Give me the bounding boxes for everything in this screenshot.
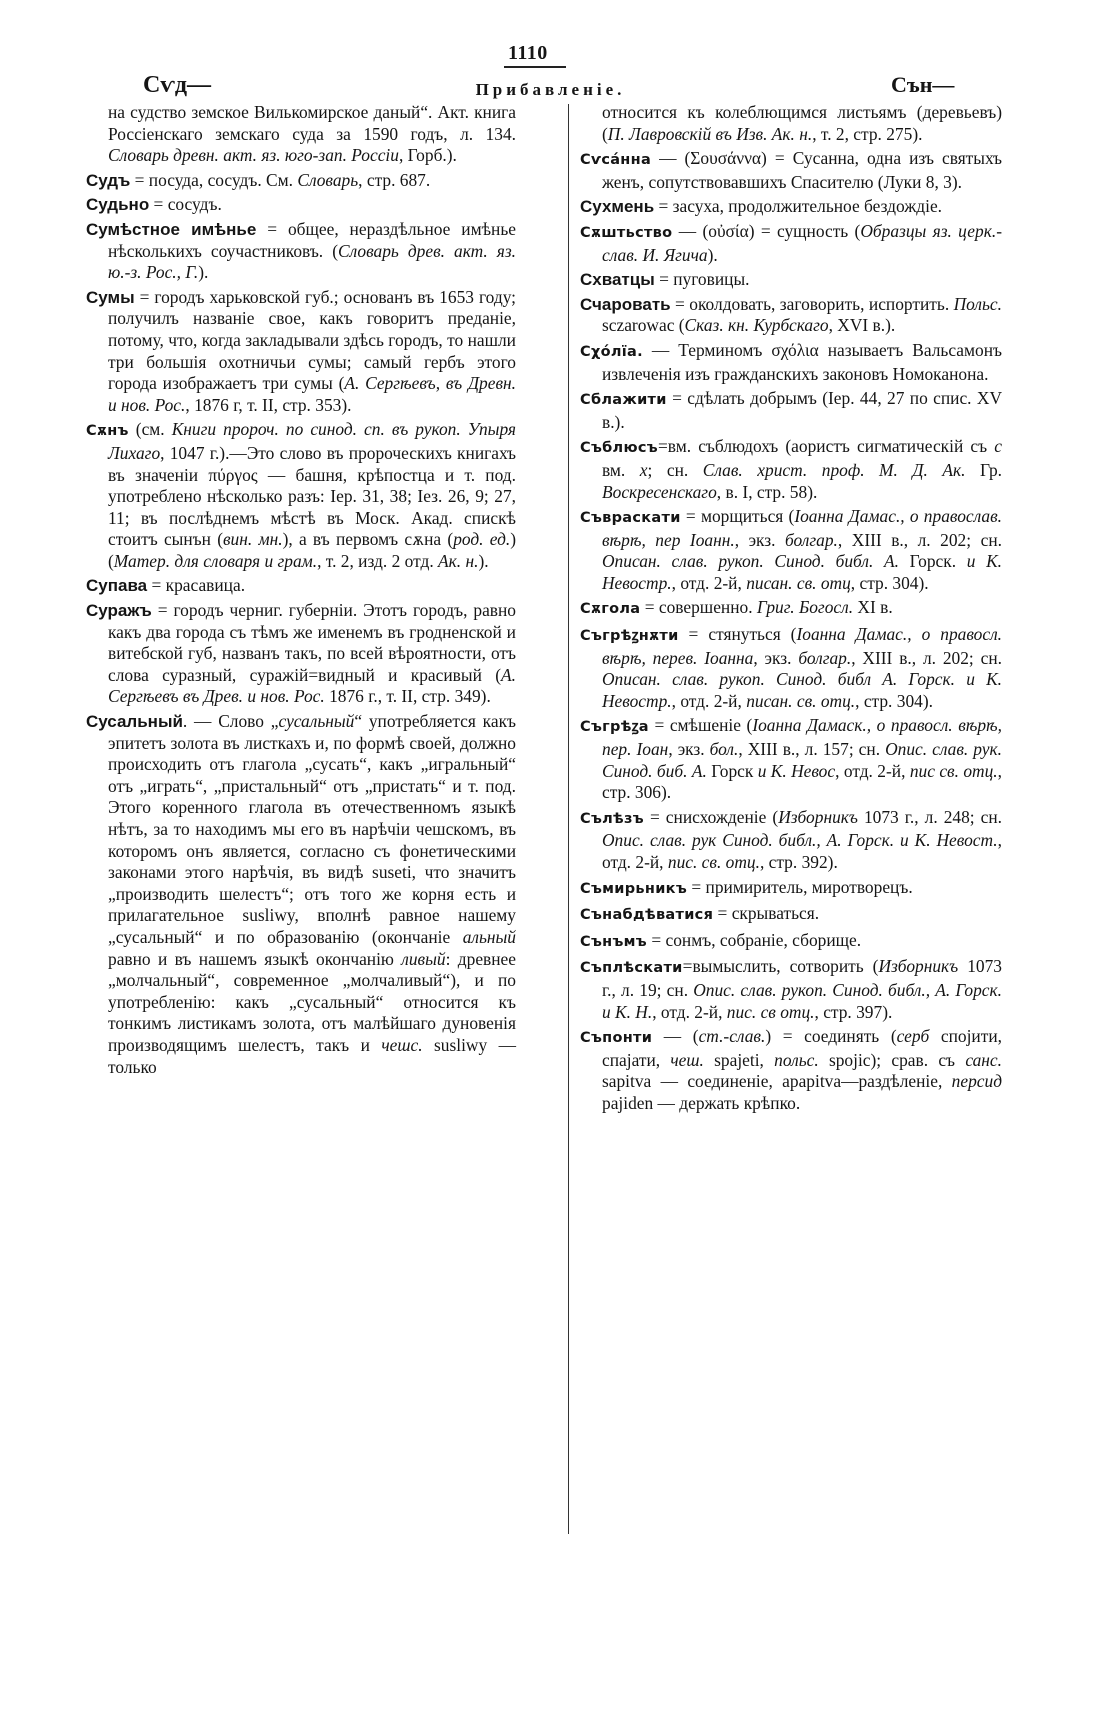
citation-text: П. Лавровскій въ Изв. Ак. н. (607, 123, 813, 144)
definition-text: = стянуться ( (678, 624, 797, 645)
citation-text: Словарь древн. акт. яз. юго-зап. Россіи (108, 145, 399, 166)
column-divider (568, 104, 573, 1534)
dictionary-entry (580, 807, 1002, 874)
dictionary-entry (86, 287, 516, 417)
definition-text: , стр. 397). (814, 1001, 893, 1022)
definition-text: ; сн. (647, 459, 703, 480)
citation-text: Описан. слав. рукоп. Синод. библ А. Горск. и К. Невостр. (602, 669, 1002, 711)
citation-text: писан. св. отц (746, 572, 851, 593)
definition-text: , экз. (668, 739, 710, 760)
dictionary-entry (580, 221, 1002, 266)
citation-text: Польс. (953, 293, 1002, 314)
citation-text: сусальный (278, 711, 355, 732)
citation-text: пис св. отц. (909, 760, 998, 781)
citation-text: персид (951, 1071, 1002, 1092)
citation-text: Опис. слав. рук Синод. библ., А. Горск. и К. Невост. (602, 830, 998, 851)
definition-text: = примиритель, миротворецъ. (687, 876, 913, 897)
definition-text: = пуговицы. (654, 269, 750, 290)
definition-text: 1073 г., л. 19; сн. (602, 956, 1002, 1000)
left-column (86, 102, 516, 1081)
entry-headword: Сълѣзъ (580, 810, 644, 827)
dictionary-entry (580, 148, 1002, 193)
definition-text: = красавица. (147, 575, 246, 596)
definition-text: спојити, спајати, (602, 1026, 1002, 1070)
dictionary-entry (580, 1026, 1002, 1114)
definition-text: Гр. (965, 459, 1002, 480)
citation-text: Изборникъ (878, 956, 959, 977)
definition-text: = сонмъ, собраніе, сборище. (647, 929, 862, 950)
definition-text: , стр. 306). (602, 760, 1002, 803)
entry-headword: Сѵса́нна (580, 152, 652, 169)
dictionary-entry (86, 711, 516, 1078)
definition-text: Горск. (898, 551, 967, 572)
dictionary-entry (580, 506, 1002, 594)
citation-text: пис. св отц. (726, 1001, 815, 1022)
definition-text: : древнее „молчальный“, современное „молчаливый“), и по употребленію: какъ „сусальный“ относится къ тонкимъ листикамъ золота, отъ малѣйшаго дуновенія производящимъ шелестъ, такъ и (108, 948, 516, 1055)
dictionary-entry (86, 219, 516, 284)
definition-text: , отд. 2-й, (835, 760, 910, 781)
citation-text: ст.-слав. (698, 1026, 766, 1047)
definition-text: , XIII в., л. 202; сн. (837, 529, 1002, 550)
definition-text: = околдовать, заговорить, испортить. (670, 293, 954, 314)
definition-text: , отд. 2-й, (652, 1001, 727, 1022)
dictionary-entry (580, 436, 1002, 503)
citation-text: польс. (774, 1049, 819, 1070)
entry-headword: Сχо́лїа. (580, 343, 643, 360)
dictionary-entry (580, 340, 1002, 385)
citation-text: и К. Невос (757, 760, 836, 781)
definition-text: =вымыслить, сотворить ( (682, 956, 879, 977)
definition-text: , стр. 304). (850, 572, 929, 593)
definition-text: , т. 2, стр. 275). (812, 123, 923, 144)
page-number: 1110 (508, 42, 548, 64)
entry-headword: Съгрѣꙁнѫти (580, 628, 679, 645)
entry-headword: Схватцы (580, 270, 655, 290)
definition-text: , отд. 2-й, (671, 690, 747, 711)
citation-text: Іоанна Дамас., о правосл. вѣрѣ, перев. Іоанна (602, 624, 1003, 668)
definition-text: , стр. 392). (759, 852, 838, 872)
definition-text: — Терминомъ σχόλια называетъ Вальсамонъ извлеченія изъ гражданскихъ законовъ Номоканона. (602, 339, 1002, 384)
definition-text: равно и въ нашемъ языкѣ окончанію (108, 948, 402, 969)
citation-text: Образцы яз. церк.-слав. И. Ягича (602, 220, 1002, 265)
definition-text: — (Σουσάννα) = Сусанна, одна изъ святыхъ женъ, сопутствовавшихъ Спасителю (Луки 8, 3). (602, 148, 1002, 192)
definition-text: , в. I, стр. 58). (716, 481, 818, 502)
citation-text: Изборникъ (778, 806, 858, 827)
entry-headword: Сѫштьство (580, 224, 673, 241)
definition-text: ), а въ первомъ сѫна ( (282, 529, 454, 550)
dictionary-entry (580, 903, 1002, 927)
definition-text: 1073 г., л. 248; сн. (857, 806, 1003, 827)
entry-headword: Суражъ (86, 601, 152, 621)
entry-headword: Сблажити (580, 392, 667, 409)
citation-text: болгар. (798, 647, 852, 668)
page-number-rule (504, 66, 566, 68)
citation-text: бол. (709, 739, 739, 760)
definition-text: , т. 2, изд. 2 отд. (317, 550, 439, 571)
definition-text: = совершенно. (640, 597, 757, 618)
citation-text: болгар. (785, 529, 838, 550)
citation-text: Воскресенскаго (602, 481, 717, 502)
citation-text: род. ед. (453, 529, 511, 550)
dictionary-entry (580, 597, 1002, 621)
citation-text: А. Сергѣевъ въ Древ. и нов. Рос. (108, 664, 516, 707)
definition-text: spojic); срав. съ (818, 1049, 966, 1070)
definition-text: = смѣшеніе ( (648, 715, 753, 736)
entry-headword: Сухмень (580, 197, 655, 217)
definition-text: XI в. (853, 597, 893, 618)
citation-text: ливый (401, 948, 446, 969)
definition-text: =вм. съблюдохъ (аористъ сигматическій съ (657, 436, 995, 457)
running-head-left: Сѵд— (143, 72, 211, 98)
definition-text: = засуха, продолжительное бездождіе. (654, 196, 943, 217)
definition-text: = посуда, сосудъ. См. (130, 169, 298, 190)
entry-headword: Судъ (86, 170, 131, 190)
definition-text: = сосудъ. (149, 194, 222, 215)
entry-headword: Съплѣскати (580, 960, 683, 977)
entry-headword: Сънъмъ (580, 933, 648, 950)
definition-text: = сдѣлать добрымъ (Іер. 44, 27 по спис. XV в.). (602, 388, 1002, 432)
dictionary-entry (580, 930, 1002, 954)
definition-text: ) ( (108, 529, 517, 571)
dictionary-entry (580, 624, 1002, 712)
citation-text: вин. мн. (223, 529, 283, 550)
citation-text: Книги пророч. по синод. сп. въ рукоп. Упыря Лихаго (108, 419, 516, 463)
entry-headword: Съблюсъ (580, 440, 658, 457)
definition-text: на судство земское Вилькомирское даный“. Акт. книга Россіенскаго земскаго суда за 1590 годъ, л. 134. (108, 102, 516, 144)
citation-text: чеш. (670, 1049, 704, 1070)
entry-headword: Сънабдѣватися (580, 907, 714, 924)
definition-text: Горск (706, 760, 758, 781)
definition-text: pajiden — держать крѣпко. (602, 1092, 801, 1113)
entry-headword: Сусальный (86, 712, 183, 732)
citation-text: Сказ. кн. Курбскаго (684, 315, 829, 336)
definition-text: , стр. 304). (855, 690, 933, 711)
definition-text: , экз. (734, 529, 785, 550)
definition-text: ). (707, 244, 718, 265)
definition-text: = морщиться ( (680, 506, 795, 527)
entry-headword: Сѫнъ (86, 423, 129, 440)
definition-text: = скрываться. (713, 903, 820, 924)
dictionary-entry (86, 419, 516, 572)
definition-text: , XIII в., л. 202; сн. (851, 647, 1002, 668)
citation-text: Словарь древ. акт. яз. ю.-з. Рос., Г. (108, 240, 516, 283)
definition-text: , Горб.). (398, 145, 457, 166)
definition-text: “ употребляется какъ эпитетъ золота въ листкахъ и, по формѣ своей, должно происходить отъ глагола „сусать“, какъ „игральный“ отъ „играть“, „пристальный“ отъ „пристать“ и т. под. Этого коренного глагола въ отечественномъ языкѣ нѣтъ, за то находимъ мы его въ нарѣчіи чешскомъ, въ которомъ онъ является, согласно съ фонетическими законами этого нарѣчія, въ видѣ suseti, что значитъ „производить шелестъ“; отъ того же корня есть и прилагательное susliwy, вполнѣ равное нашему „сусальный“ и по образованію (окончаніе (108, 711, 517, 947)
definition-text: , 1876 г, т. II, стр. 353). (185, 394, 352, 415)
citation-text: санс. (965, 1049, 1002, 1070)
entry-headword: Съгрѣꙁа (580, 719, 649, 736)
citation-text: А. Сергѣевъ, въ Древн. и нов. Рос. (108, 373, 516, 415)
definition-text: sczarowac ( (602, 315, 685, 336)
definition-text: , отд. 2-й, (602, 830, 1002, 872)
dictionary-entry (580, 388, 1002, 433)
citation-text: Опис. слав. рук. Синод. биб. А. (602, 739, 1002, 781)
entry-headword: Сѫгола (580, 601, 641, 618)
dictionary-entry (580, 877, 1002, 901)
dictionary-entry (86, 194, 516, 216)
definition-text: 1876 г., т. II, стр. 349). (324, 686, 491, 707)
definition-text: = снисхожденіе ( (643, 806, 779, 827)
definition-text: = городъ харьковской губ.; основанъ въ 1653 году; получилъ названіе свое, какъ говоритъ преданіе, потому, что, когда закладывали здѣсь городъ, то нашли три большія охотничьи сумы; самый гербъ этого города изображаетъ три сумы ( (108, 286, 516, 394)
definition-text: — (οὐσία) = сущность ( (672, 220, 861, 241)
entry-headword: Сумы (86, 287, 135, 307)
definition-text: ). (478, 550, 489, 571)
dictionary-entry (580, 715, 1002, 803)
definition-text: (см. (128, 419, 172, 440)
dictionary-entry (86, 170, 516, 192)
citation-text: Ак. н. (438, 550, 479, 571)
entry-headword: Супава (86, 576, 148, 596)
definition-text: . — Слово „ (182, 711, 279, 732)
entry-headword: Съмирьникъ (580, 880, 688, 897)
entry-continuation (86, 102, 516, 167)
citation-text: Слав. христ. проф. М. Д. Ак. (702, 459, 966, 480)
entry-headword: Счаровать (580, 294, 671, 314)
dictionary-entry (580, 956, 1002, 1023)
definition-text: относится къ колеблющимся листьямъ (деревьевъ) ( (602, 102, 1002, 144)
running-head-right: Сън— (891, 72, 955, 97)
definition-text: , 1047 г.).—Это слово въ пророческихъ книгахъ въ значеніи πύργος — башня, крѣпостца и т. под. употреблено нѣсколько разъ: Іер. 31, 38; Іез. 26, 9; 27, 11; въ послѣднемъ мѣстѣ въ Моск. Акад. спискѣ стоитъ сынън ( (108, 442, 516, 550)
right-column (580, 102, 1002, 1118)
citation-text: х (639, 459, 648, 480)
definition-text: susliwy — только (108, 1034, 516, 1077)
entry-headword: Судьно (86, 195, 150, 215)
citation-text: Григ. Богосл. (756, 597, 854, 618)
dictionary-entry (86, 575, 516, 597)
citation-text: серб (896, 1026, 930, 1047)
citation-text: Описан. слав. рукоп. Синод. библ. А. (602, 551, 899, 572)
citation-text: Іоанна Дамаск., о правосл. вѣрѣ, пер. Іоан (602, 715, 1002, 760)
definition-text: , стр. 687. (358, 169, 431, 190)
citation-text: Опис. слав. рукоп. Синод. библ., А. Горск. и К. Н. (602, 979, 1002, 1022)
definition-text: = общее, нераздѣльное имѣнье нѣсколькихъ соучастниковъ. ( (108, 218, 516, 261)
definition-text: , отд. 2-й, (671, 572, 747, 593)
citation-text: и К. Невостр. (602, 551, 1002, 593)
citation-text: Словарь (297, 169, 359, 190)
definition-text: spajeti, (703, 1049, 775, 1070)
citation-text: альный (462, 926, 516, 947)
definition-text: ) = соединять ( (765, 1026, 897, 1047)
dictionary-entry (580, 196, 1002, 218)
citation-text: Матер. для словаря и грам. (113, 550, 318, 571)
citation-text: пис. св. отц. (667, 852, 760, 872)
dictionary-entry (580, 294, 1002, 337)
entry-headword: Съвраскати (580, 510, 681, 527)
definition-text: , XIII в., л. 157; сн. (738, 739, 886, 760)
citation-text: чешс. (381, 1034, 423, 1055)
definition-text: sapitva — соединеніе, apapitva—раздѣленіе, (602, 1071, 952, 1092)
definition-text: , экз. (753, 647, 799, 668)
dictionary-entry (86, 600, 516, 708)
citation-text: с (994, 436, 1002, 457)
definition-text: , XVI в.). (828, 315, 896, 336)
definition-text: вм. (602, 459, 640, 480)
entry-continuation (580, 102, 1002, 145)
citation-text: Іоанна Дамас., о православ. вѣрѣ, пер Іоанн. (602, 506, 1003, 550)
entry-headword: Съпонти (580, 1030, 653, 1047)
entry-headword: Сумѣстное имѣнье (86, 219, 257, 239)
definition-text: ). (198, 262, 209, 283)
definition-text: — ( (652, 1026, 699, 1047)
dictionary-entry (580, 269, 1002, 291)
citation-text: писан. св. отц. (746, 690, 856, 711)
definition-text: = городъ черниг. губерніи. Этотъ городъ, равно какъ два города съ тѣмъ же именемъ въ гродненской и витебской губ, названъ такъ, по всей вѣроятности, отъ слова суразный, суражій=видный и красивый ( (108, 600, 516, 685)
running-head-center: Прибавленіе. (475, 80, 626, 99)
